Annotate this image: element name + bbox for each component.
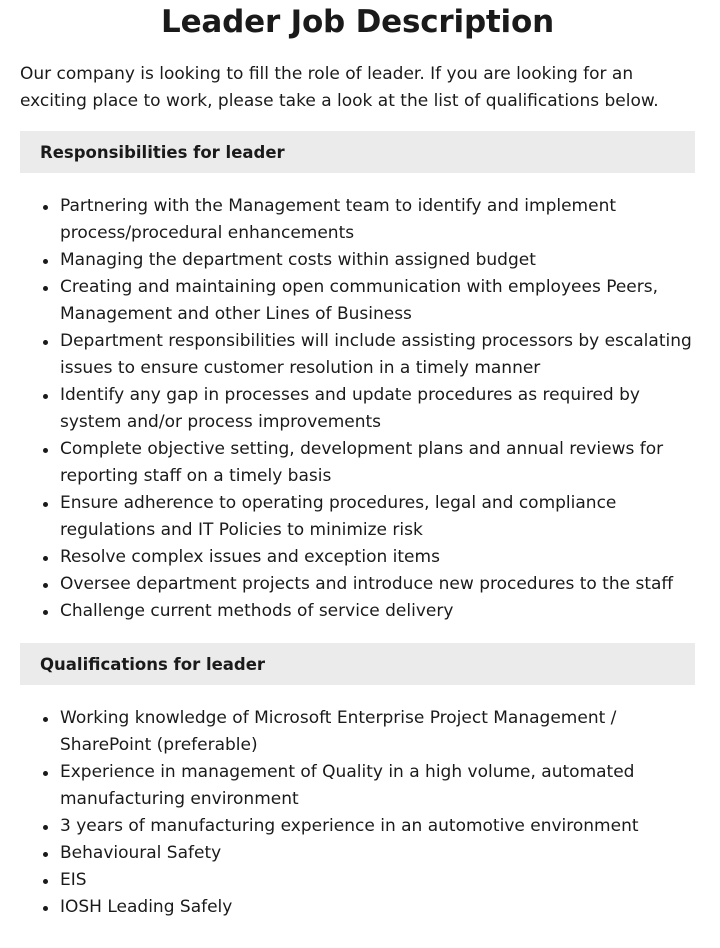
- list-item: 3 years of manufacturing experience in an automotive environment: [60, 813, 695, 840]
- list-item: Experience in management of Quality in a high volume, automated manufacturing environment: [60, 759, 695, 813]
- list-item: Partnering with the Management team to identify and implement process/procedural enhancements: [60, 193, 695, 247]
- list-item: Oversee department projects and introduce new procedures to the staff: [60, 571, 695, 598]
- list-item: Behavioural Safety: [60, 840, 695, 867]
- responsibilities-heading: Responsibilities for leader: [20, 131, 695, 173]
- list-item: Working knowledge of Microsoft Enterprise Project Management / SharePoint (preferable): [60, 705, 695, 759]
- qualifications-heading: Qualifications for leader: [20, 643, 695, 685]
- list-item: Managing the department costs within assigned budget: [60, 247, 695, 274]
- list-item: Department responsibilities will include assisting processors by escalating issues to ensure customer resolution in a timely manner: [60, 328, 695, 382]
- list-item: EIS: [60, 867, 695, 894]
- list-item: Challenge current methods of service delivery: [60, 598, 695, 625]
- list-item: Creating and maintaining open communication with employees Peers, Management and other Lines of Business: [60, 274, 695, 328]
- page-title: Leader Job Description: [161, 4, 554, 40]
- list-item: IOSH Leading Safely: [60, 894, 695, 921]
- list-item: Complete objective setting, development plans and annual reviews for reporting staff on a timely basis: [60, 436, 695, 490]
- list-item: Resolve complex issues and exception items: [60, 544, 695, 571]
- intro-paragraph: Our company is looking to fill the role of leader. If you are looking for an exciting place to work, please take a look at the list of qualifications below.: [20, 64, 659, 111]
- list-item: Ensure adherence to operating procedures, legal and compliance regulations and IT Policies to minimize risk: [60, 490, 695, 544]
- list-item: Identify any gap in processes and update procedures as required by system and/or process improvements: [60, 382, 695, 436]
- qualifications-list: [20, 705, 695, 921]
- responsibilities-list: [20, 193, 695, 625]
